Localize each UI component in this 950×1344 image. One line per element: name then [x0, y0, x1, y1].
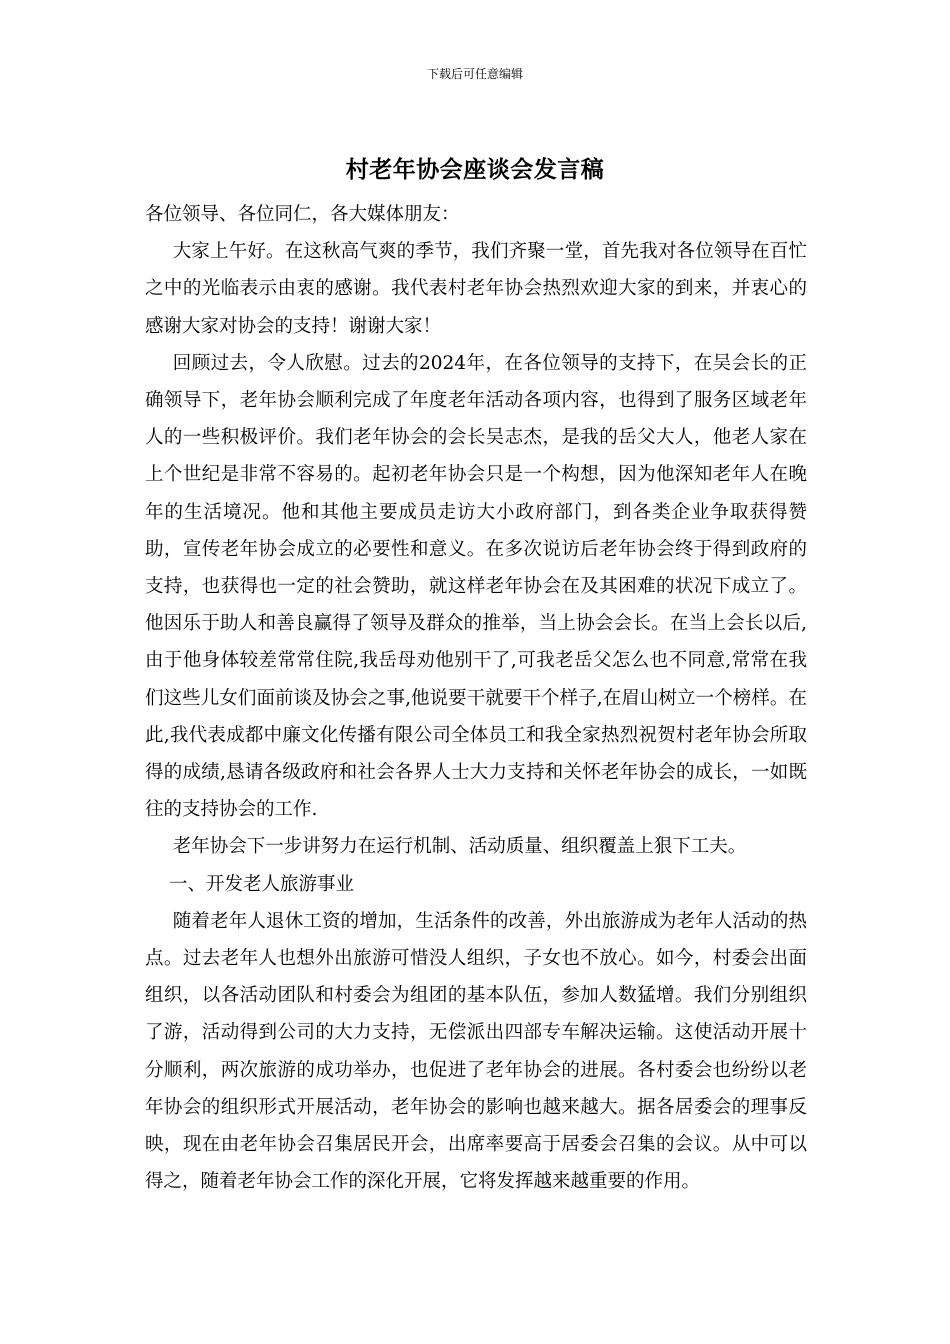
- paragraph-tourism: 随着老年人退休工资的增加，生活条件的改善，外出旅游成为老年人活动的热点。过去老年人也想外出旅游可惜没人组织，子女也不放心。如今，村委会出面组织，以各活动团队和村委会为组团的基本队伍，参加人数猛增。我们分别组织了游，活动得到公司的大力支持，无偿派出四部专车解决运输。这使活动开展十分顺利，两次旅游的成功举办，也促进了老年协会的进展。各村委会也纷纷以老年协会的组织形式开展活动，老年协会的影响也越来越大。据各居委会的理事反映，现在由老年协会召集居民开会，出席率要高于居委会召集的会议。从中可以得之，随着老年协会工作的深化开展，它将发挥越来越重要的作用。: [145, 910, 807, 1193]
- header-note: 下载后可任意编辑: [426, 67, 523, 81]
- paragraph-review: 回顾过去，令人欣慰。过去的2024年，在各位领导的支持下，在吴会长的正确领导下，老年协会顺利完成了年度老年活动各项内容，也得到了服务区域老年人的一些积极评价。我们老年协会的会长吴志杰，是我的岳父大人，他老人家在上个世纪是非常不容易的。起初老年协会只是一个构想，因为他深知老年人在晚年的生活境况。他和其他主要成员走访大小政府部门，到各类企业争取获得赞助，宣传老年协会成立的必要性和意义。在多次说访后老年协会终于得到政府的支持，也获得也一定的社会赞助，就这样老年协会在及其困难的状况下成立了。他因乐于助人和善良赢得了领导及群众的推举，当上协会会长。在当上会长以后,由于他身体较差常常住院,我岳母劝他别干了,可我老岳父怎么也不同意,常常在我们这些儿女们面前谈及协会之事,他说要干就要干个样子,在眉山树立一个榜样。在此,我代表成都中廉文化传播有限公司全体员工和我全家热烈祝贺村老年协会所取得的成绩,恳请各级政府和社会各界人士大力支持和关怀老年协会的成长，一如既往的支持协会的工作.: [145, 352, 807, 821]
- salutation: 各位领导、各位同仁，各大媒体朋友：: [145, 204, 460, 225]
- document-body: [145, 196, 807, 1200]
- document-title: 村老年协会座谈会发言稿: [345, 156, 605, 183]
- paragraph-greeting: 大家上午好。在这秋高气爽的季节，我们齐聚一堂，首先我对各位领导在百忙之中的光临表示由衷的感谢。我代表村老年协会热烈欢迎大家的到来，并衷心的感谢大家对协会的支持！谢谢大家！: [145, 241, 807, 337]
- section-heading: 一、开发老人旅游事业: [169, 873, 355, 895]
- paragraph-next-steps: 老年协会下一步讲努力在运行机制、活动质量、组织覆盖上狠下工夫。: [172, 836, 747, 858]
